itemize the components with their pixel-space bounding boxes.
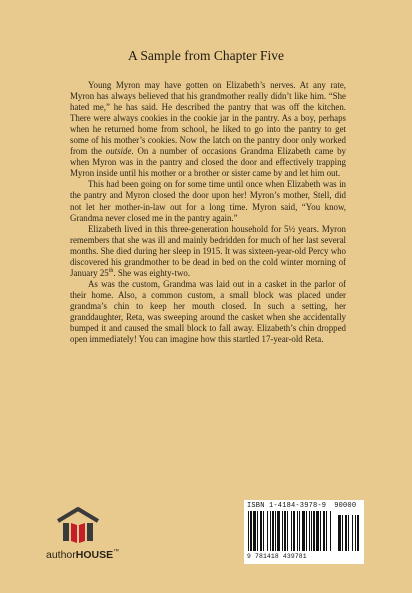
page-heading: A Sample from Chapter Five <box>128 48 284 63</box>
emphasis-outside: outside <box>105 146 132 157</box>
barcode-bar <box>267 511 268 551</box>
addon-bar <box>352 515 353 551</box>
barcode-bar <box>311 511 312 551</box>
sample-text <box>70 80 346 345</box>
barcode-bar <box>284 511 286 551</box>
addon-bar <box>355 515 356 551</box>
barcode-bar <box>257 511 258 551</box>
barcode-bar <box>306 511 307 551</box>
barcode-bar <box>253 511 256 551</box>
barcode-bar <box>275 511 276 551</box>
barcode-bar <box>282 511 283 551</box>
paragraph-3: Elizabeth lived in this three-generation household for 5½ years. Myron remembers that she was ill and mainly bedridden for much of her last several months. She died during her sleep in 1915. It was sixteen-year-old Percy who discovered his grandmother to be dead in bed on the cold winter morning of January 25th. She was eighty-two. <box>70 223 346 278</box>
isbn-label: ISBN 1-4184-3978-9 90000 <box>247 502 357 510</box>
barcode-bar <box>263 511 264 551</box>
addon-bar <box>357 515 359 551</box>
barcode-digits: 9 781418 439781 <box>247 553 307 560</box>
barcode-bar <box>316 511 319 551</box>
barcode-bar <box>309 511 310 551</box>
barcode-bar <box>272 511 274 551</box>
barcode-bar <box>248 511 249 551</box>
barcode-bars <box>247 511 361 553</box>
barcode-bar <box>313 511 315 551</box>
barcode-bar <box>291 511 292 551</box>
addon-bar <box>338 515 341 551</box>
barcode-bar <box>260 511 262 551</box>
barcode-bar <box>250 511 252 551</box>
barcode-bar <box>287 511 288 551</box>
barcode-bar <box>302 511 305 551</box>
paragraph-2: This had been going on for some time until once when Elizabeth was in the pantry and Myron closed the door upon her! Myron’s mother, Stell, did not let her mother-in-law out for a long time. Myron said, “You know, Grandma never closed me in the pantry again.” <box>70 179 346 223</box>
authorhouse-logo <box>46 505 120 565</box>
house-book-icon <box>54 505 102 545</box>
addon-bar <box>348 515 349 551</box>
barcode-bar <box>297 511 298 551</box>
barcode-bar <box>323 511 325 551</box>
addon-bar <box>342 515 343 551</box>
paragraph-4: As was the custom, Grandma was laid out in a casket in the parlor of their home. Also, a common custom, a small block was placed under grandma’s chin to keep her mouth closed. In such a setting, her granddaughter, Reta, was sweeping around the casket when she accidentally bumped it and caused the small block to fall away. Elizabeth’s chin dropped open immediately! You can imagine how this startled 17-year-old Reta. <box>70 278 346 345</box>
barcode-bar <box>320 511 321 551</box>
barcode-bar <box>299 511 300 551</box>
barcode-bar <box>277 511 280 551</box>
barcode-bar <box>326 511 327 551</box>
publisher-name: authorHOUSE™ <box>46 549 120 561</box>
barcode-bar <box>293 511 295 551</box>
barcode-bar <box>330 511 331 551</box>
barcode-bar <box>270 511 271 551</box>
isbn-barcode <box>244 500 364 564</box>
paragraph-1: Young Myron may have gotten on Elizabeth’s nerves. At any rate, Myron has always believed that his grandmother really didn’t like him. “She hated me,” he has said. He described the pantry that was off the kitchen. There were always cookies in the cookie jar in the pantry. As a boy, perhaps when he returned home from school, he liked to go into the pantry to get some of his mother’s cookies. Now the latch on the pantry door only worked from the outside. On a number of occasions Grandma Elizabeth came by when Myron was in the pantry and closed the door and effectively trapping Myron inside until his mother or a brother or sister came by and let him out. <box>70 80 346 179</box>
addon-bar <box>345 515 347 551</box>
